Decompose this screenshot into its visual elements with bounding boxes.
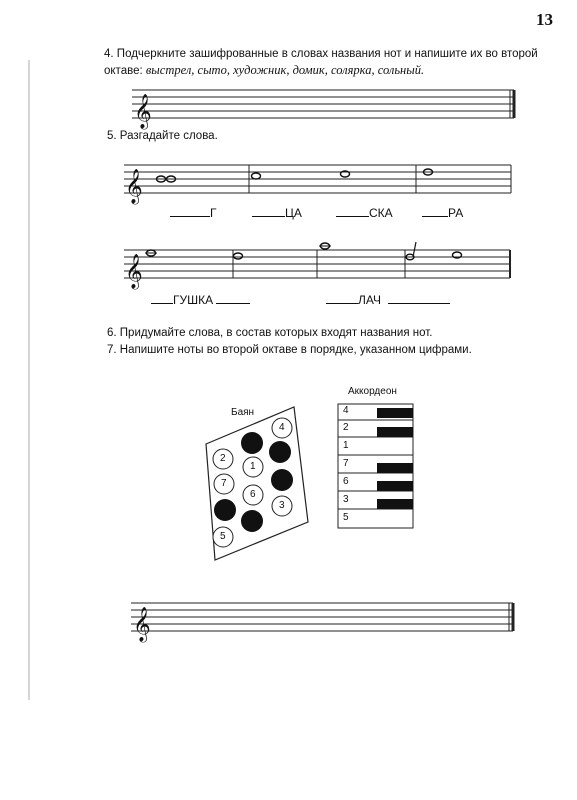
accordion-num: 5 (343, 512, 349, 523)
accordion-diagram (338, 404, 413, 528)
blank-line[interactable] (170, 206, 210, 217)
blank-line[interactable] (336, 206, 369, 217)
accordion-num: 4 (343, 405, 349, 416)
bayan-label: Баян (231, 407, 255, 418)
page-number: 13 (536, 10, 553, 29)
bayan-num: 5 (220, 531, 226, 542)
blank-line[interactable] (252, 206, 285, 217)
bayan-button-filled (269, 441, 291, 463)
bayan-num: 7 (221, 478, 227, 489)
answer-word-5: ГУШКА (151, 293, 250, 307)
blank-line[interactable] (216, 293, 250, 304)
bayan-button-filled (214, 499, 236, 521)
answer-word-1: Г (170, 206, 217, 220)
answer-word-3: СКА (336, 206, 393, 220)
task-6-instruction: 6. Придумайте слова, в состав которых входят названия нот. (107, 327, 433, 339)
bayan-num: 6 (250, 489, 256, 500)
accordion-black-key (377, 408, 413, 418)
bayan-button-filled (241, 432, 263, 454)
accordion-num: 2 (343, 422, 349, 433)
bayan-num: 2 (220, 453, 226, 464)
task-5-instruction: 5. Разгадайте слова. (107, 130, 218, 142)
bayan-num: 4 (279, 422, 285, 433)
staff-task-7 (131, 603, 513, 631)
answer-word-4: РА (422, 206, 463, 220)
accordion-num: 6 (343, 476, 349, 487)
accordion-black-key (377, 481, 413, 491)
whole-note (252, 173, 261, 179)
notes-row-1 (157, 169, 433, 182)
accordion-black-key (377, 463, 413, 473)
blank-line[interactable] (326, 293, 358, 304)
task-4-words: выстрел, сыто, художник, домик, солярка, сольный. (145, 63, 425, 77)
staff-task-4 (132, 90, 514, 118)
bayan-num: 3 (279, 500, 285, 511)
blank-line[interactable] (422, 206, 448, 217)
accordion-black-key (377, 499, 413, 509)
treble-clef-icon: 𝄞 (133, 607, 151, 642)
accordion-num: 3 (343, 494, 349, 505)
treble-clef-icon: 𝄞 (134, 94, 152, 129)
task-7-instruction: 7. Напишите ноты во второй октаве в порядке, указанном цифрами. (107, 344, 472, 356)
bayan-button-filled (271, 469, 293, 491)
treble-clef-icon: 𝄞 (125, 254, 143, 289)
accordion-num: 1 (343, 440, 349, 451)
task-4-number: 4. (104, 48, 114, 60)
accordion-num: 7 (343, 458, 349, 469)
staff-task-5-row-1 (124, 165, 511, 193)
bayan-num: 1 (250, 461, 256, 472)
answer-word-6: ЛАЧ (326, 293, 450, 307)
accordion-black-key (377, 427, 413, 437)
treble-clef-icon: 𝄞 (125, 169, 143, 204)
blank-line[interactable] (388, 293, 450, 304)
bayan-button-filled (241, 510, 263, 532)
blank-line[interactable] (151, 293, 173, 304)
accordion-label: Аккордеон (348, 386, 397, 397)
whole-note (234, 253, 243, 259)
task-4-text: Подчеркните зашифрованные в словах названия нот и напишите их во второй октаве: (104, 48, 538, 77)
answer-word-2: ЦА (252, 206, 302, 220)
